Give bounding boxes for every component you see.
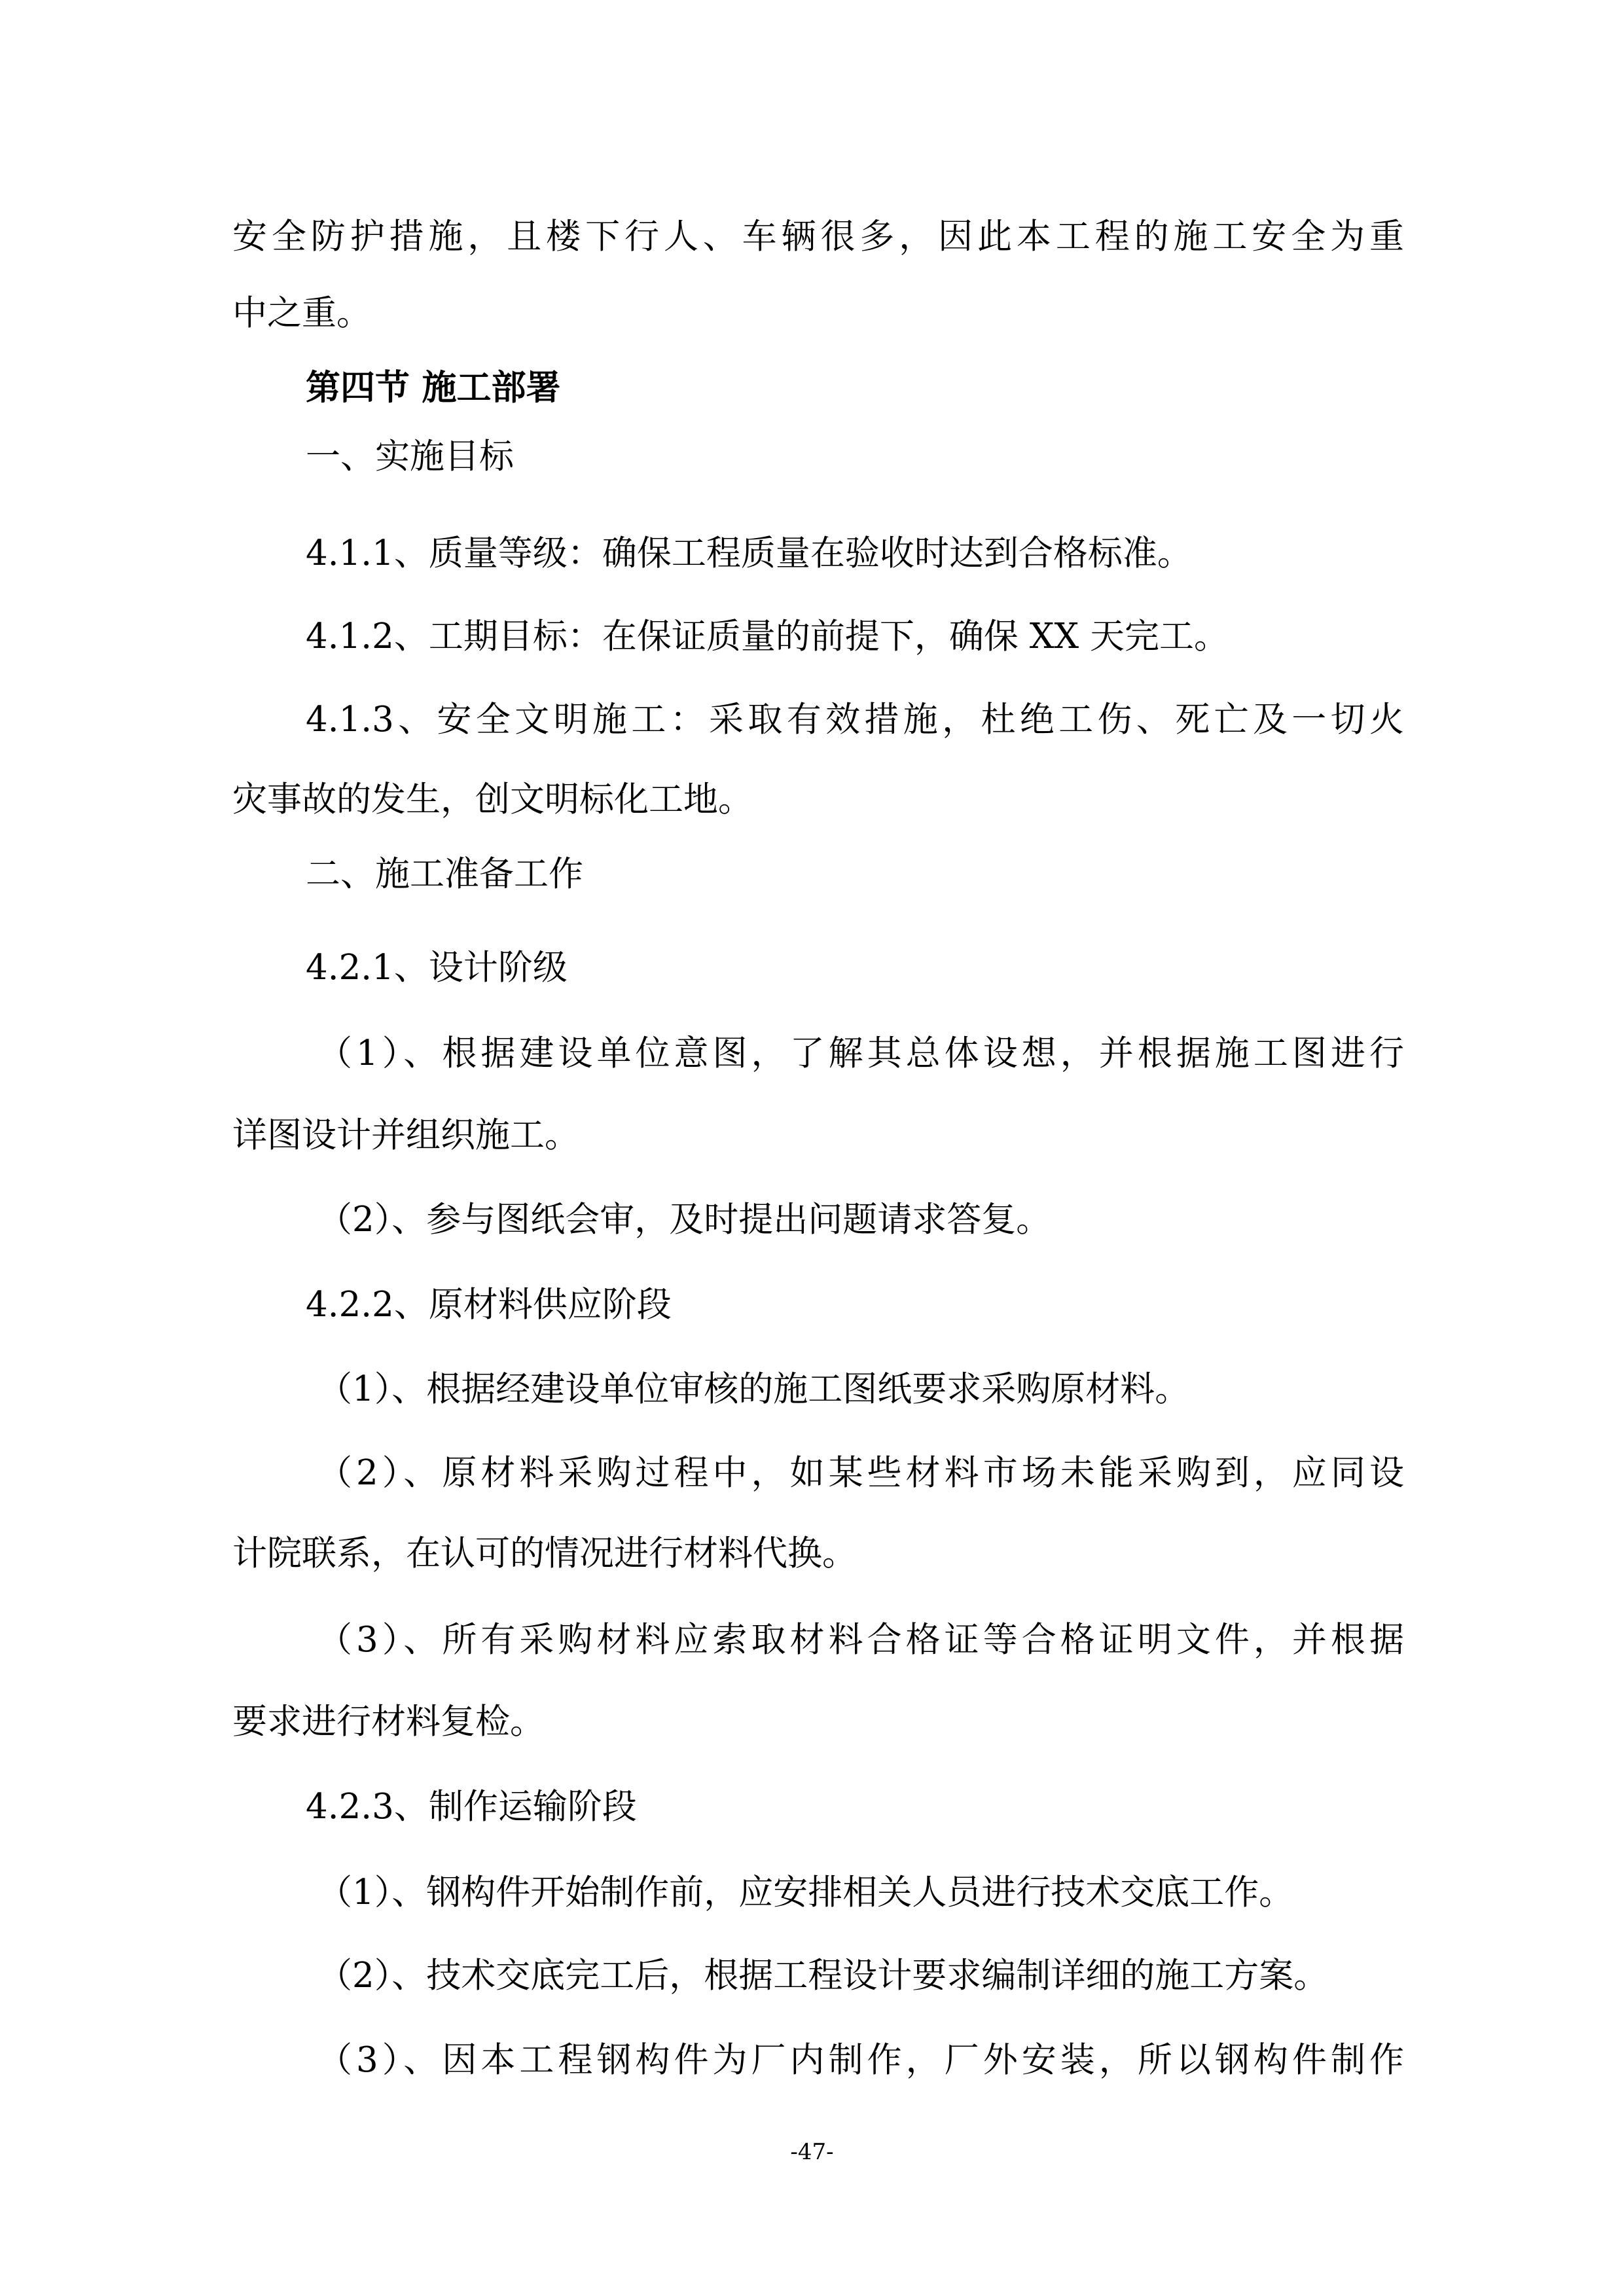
paragraph-line: 计院联系，在认可的情况进行材料代换。 — [232, 1534, 857, 1573]
paragraph-line: 中之重。 — [232, 293, 371, 333]
paragraph-line: 4.1.2、工期目标：在保证质量的前提下，确保 XX 天完工。 — [306, 617, 1229, 656]
paragraph-line: 4.1.1、质量等级：确保工程质量在验收时达到合格标准。 — [306, 533, 1192, 573]
paragraph-line: 灾事故的发生，创文明标化工地。 — [232, 780, 753, 819]
subsection-heading: 二、施工准备工作 — [306, 854, 583, 894]
paragraph-line: （1）、根据建设单位意图，了解其总体设想，并根据施工图进行 — [317, 1033, 1404, 1073]
paragraph-line: （3）、因本工程钢构件为厂内制作，厂外安装，所以钢构件制作 — [317, 2040, 1404, 2080]
paragraph-line: 4.2.3、制作运输阶段 — [306, 1787, 637, 1827]
paragraph-line: （3）、所有采购材料应索取材料合格证等合格证明文件，并根据 — [317, 1620, 1404, 1660]
paragraph-line: 要求进行材料复检。 — [232, 1702, 545, 1742]
paragraph-line: 安全防护措施，且楼下行人、车辆很多，因此本工程的施工安全为重 — [232, 217, 1404, 257]
page-number: -47- — [790, 2139, 834, 2165]
paragraph-line: 4.2.2、原材料供应阶段 — [306, 1285, 672, 1325]
paragraph-line: （2）、技术交底完工后，根据工程设计要求编制详细的施工方案。 — [317, 1956, 1329, 1996]
paragraph-line: （2）、原材料采购过程中，如某些材料市场未能采购到，应同设 — [317, 1453, 1404, 1493]
paragraph-line: （2）、参与图纸会审，及时提出问题请求答复。 — [317, 1200, 1051, 1240]
paragraph-line: 4.1.3、安全文明施工：采取有效措施，杜绝工伤、死亡及一切火 — [306, 700, 1404, 740]
paragraph-line: （1）、钢构件开始制作前，应安排相关人员进行技术交底工作。 — [317, 1873, 1294, 1912]
paragraph-line: 详图设计并组织施工。 — [232, 1115, 579, 1155]
section-heading: 第四节 施工部署 — [306, 367, 561, 408]
paragraph-line: （1）、根据经建设单位审核的施工图纸要求采购原材料。 — [317, 1369, 1190, 1409]
paragraph-line: 4.2.1、设计阶级 — [306, 948, 568, 988]
subsection-heading: 一、实施目标 — [306, 437, 514, 476]
